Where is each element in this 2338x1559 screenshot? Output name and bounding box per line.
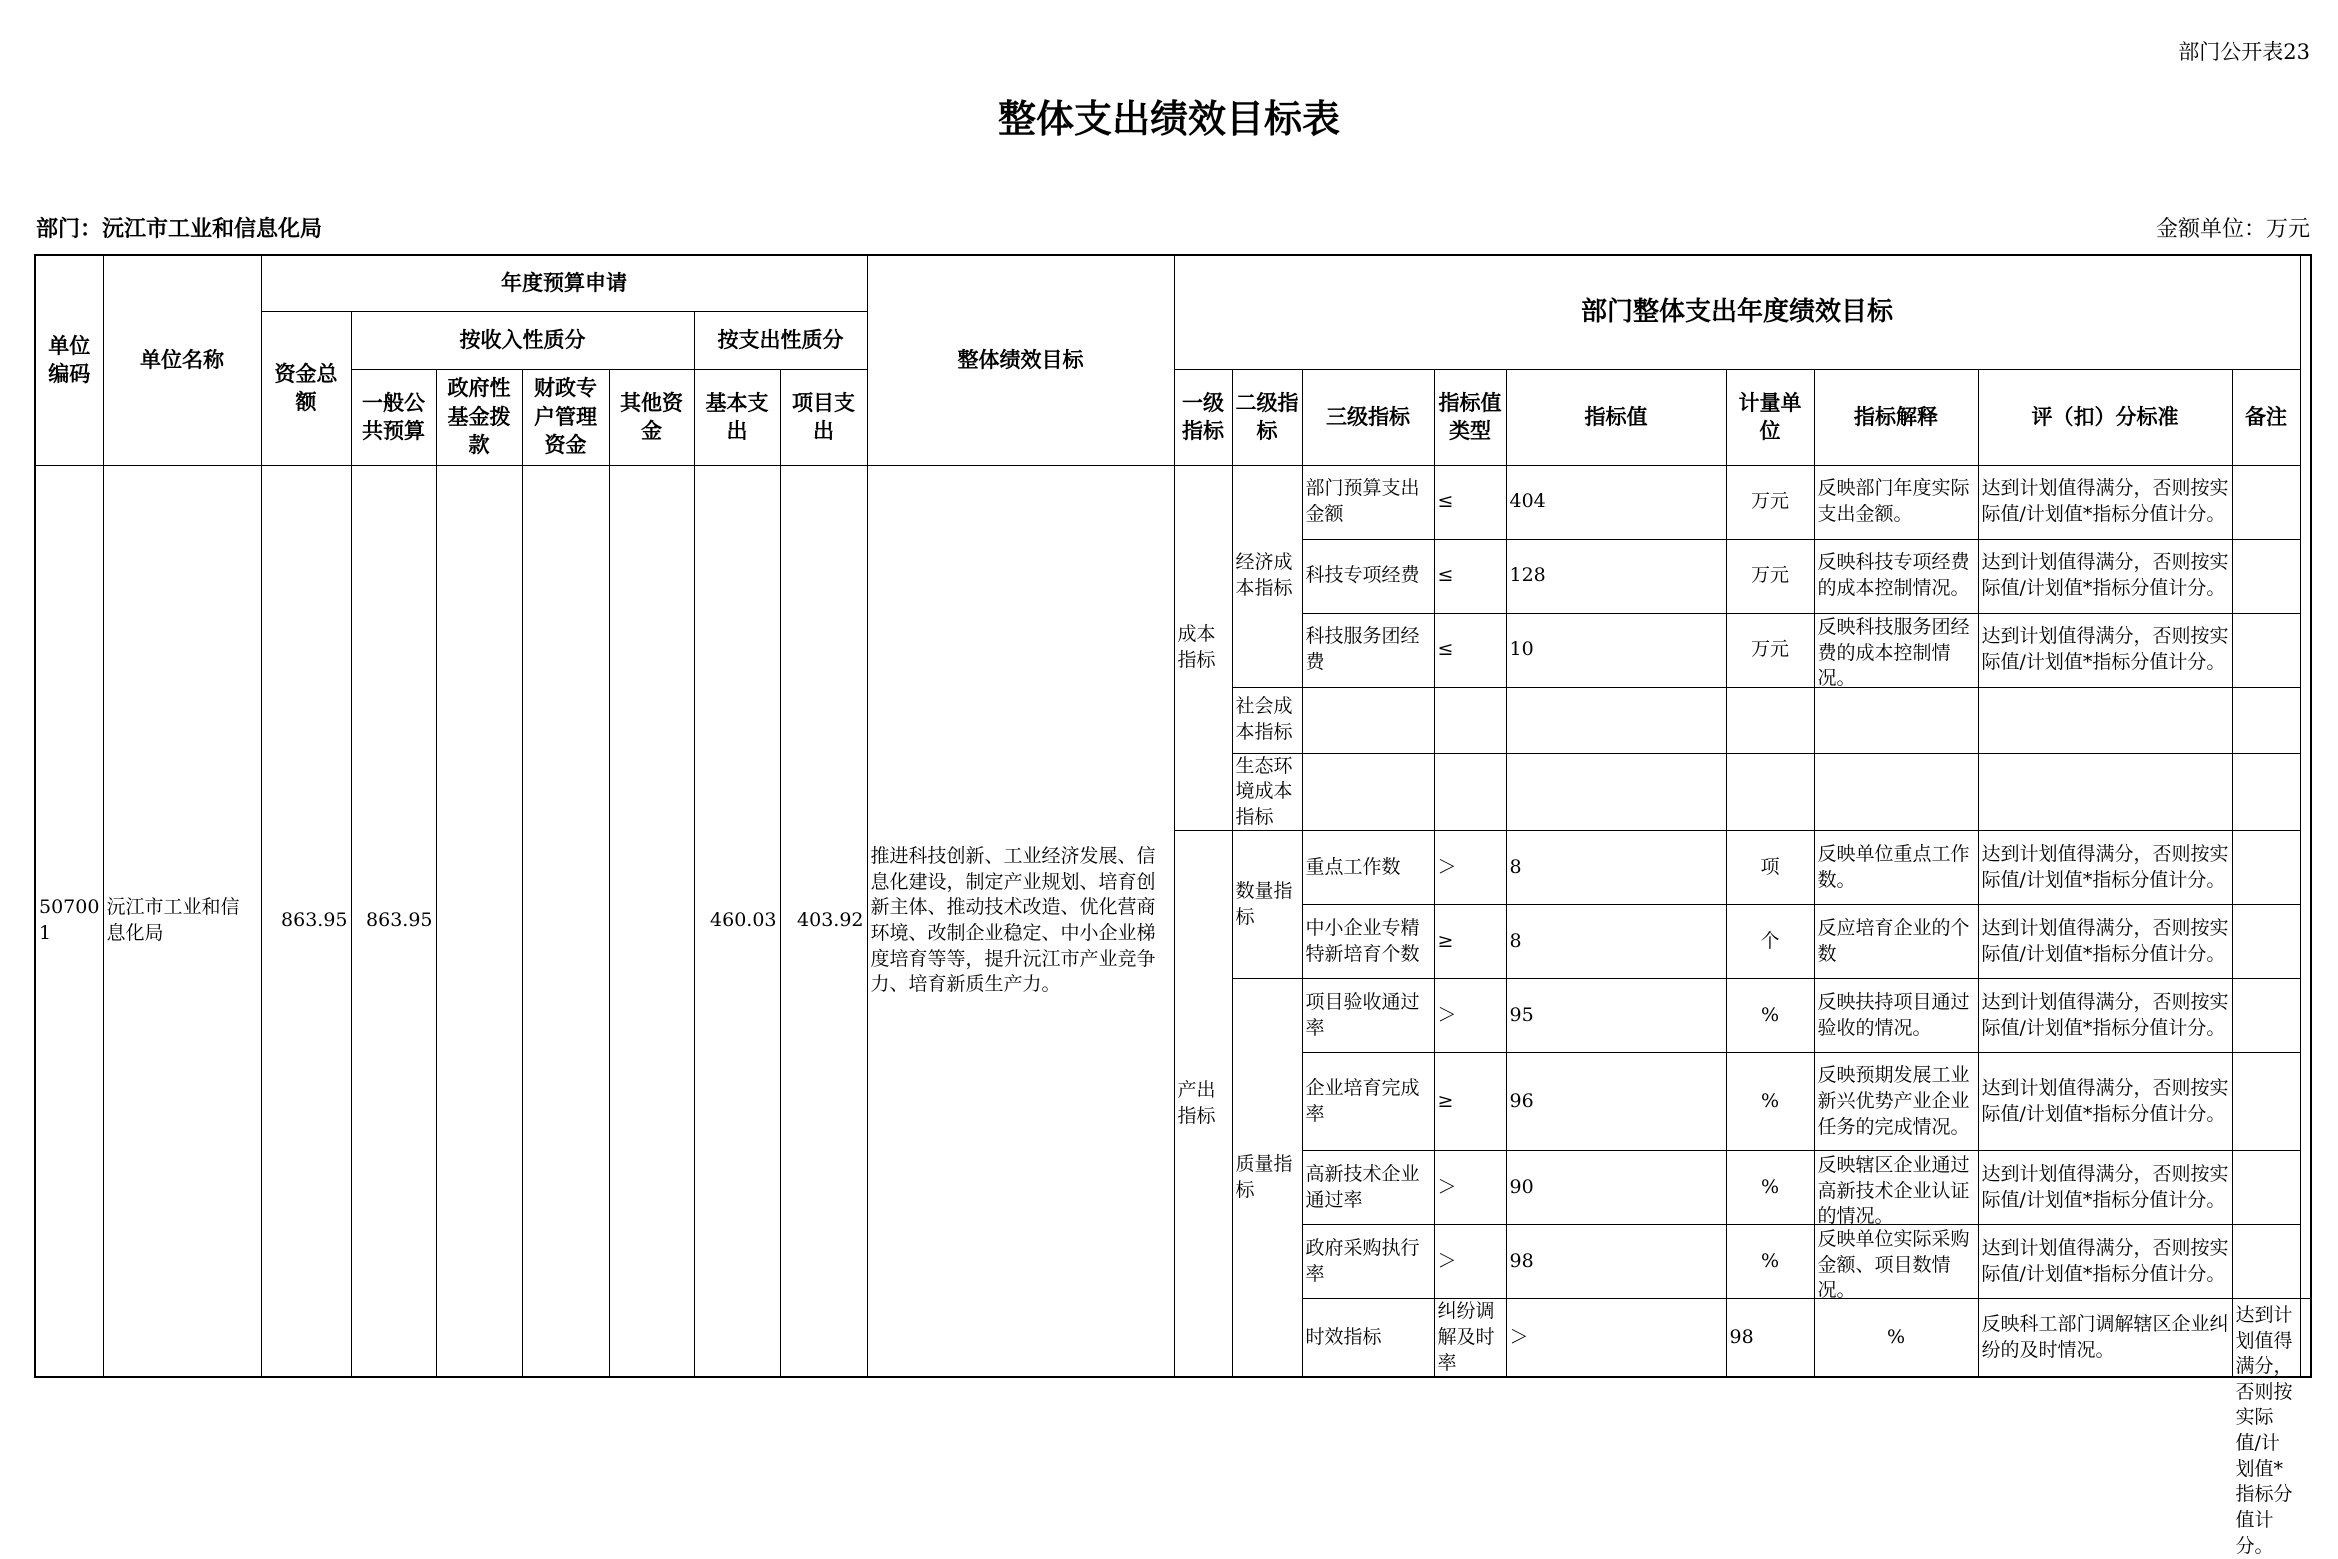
- row-l3: 科技专项经费: [1302, 539, 1434, 613]
- row-l3: 中小企业专精特新培育个数: [1302, 905, 1434, 979]
- row-l3: 高新技术企业通过率: [1302, 1151, 1434, 1225]
- row-remark: [2232, 1053, 2300, 1151]
- header-special-fund: 财政专户管理资金: [522, 369, 609, 465]
- row-unit: 万元: [1726, 465, 1814, 539]
- row-type: ≤: [1434, 465, 1506, 539]
- row-type: ＞: [1434, 979, 1506, 1053]
- header-remark: 备注: [2232, 369, 2300, 465]
- row-remark: [2232, 831, 2300, 905]
- header-overall-goal: 整体绩效目标: [867, 255, 1174, 465]
- row-explain: 反映部门年度实际支出金额。: [1814, 465, 1978, 539]
- header-level1: 一级指标: [1174, 369, 1232, 465]
- level2-eco-env: 生态环境成本指标: [1232, 753, 1302, 831]
- row-unit: %: [1814, 1299, 1978, 1377]
- row-type: ＞: [1434, 831, 1506, 905]
- header-explain: 指标解释: [1814, 369, 1978, 465]
- header-measure-unit: 计量单位: [1726, 369, 1814, 465]
- row-type: ≥: [1434, 1053, 1506, 1151]
- row-value: 10: [1506, 613, 1726, 687]
- row-explain: 反映辖区企业通过高新技术企业认证的情况。: [1814, 1151, 1978, 1225]
- row-explain: 反应培育企业的个数: [1814, 905, 1978, 979]
- header-unit-name: 单位名称: [103, 255, 261, 465]
- row-type: ≥: [1434, 905, 1506, 979]
- row-l3: 部门预算支出金额: [1302, 465, 1434, 539]
- row-score: 达到计划值得满分，否则按实际值/计划值*指标分值计分。: [1978, 1151, 2232, 1225]
- unit-other-fund: [609, 465, 694, 1377]
- row-type: ≤: [1434, 539, 1506, 613]
- row-score: 达到计划值得满分，否则按实际值/计划值*指标分值计分。: [1978, 465, 2232, 539]
- header-value-type: 指标值类型: [1434, 369, 1506, 465]
- unit-name: 沅江市工业和信息化局: [103, 465, 261, 1377]
- row-value: 404: [1506, 465, 1726, 539]
- row-remark: [2232, 613, 2300, 687]
- level1-output: 产出指标: [1174, 831, 1232, 1377]
- row-remark: [2232, 1151, 2300, 1225]
- row-value: 98: [1726, 1299, 1814, 1377]
- level2-social: 社会成本指标: [1232, 687, 1302, 753]
- row-l3: 纠纷调解及时率: [1434, 1299, 1506, 1377]
- header-gov-fund: 政府性基金拨款: [436, 369, 522, 465]
- row-score: 达到计划值得满分，否则按实际值/计划值*指标分值计分。: [2232, 1299, 2300, 1377]
- page-title: 整体支出绩效目标表: [997, 97, 1340, 141]
- row-unit: 个: [1726, 905, 1814, 979]
- row-score: 达到计划值得满分，否则按实际值/计划值*指标分值计分。: [1978, 1225, 2232, 1299]
- page-code: 部门公开表23: [2178, 40, 2310, 64]
- header-project-expense: 项目支出: [780, 369, 867, 465]
- header-level2: 二级指标: [1232, 369, 1302, 465]
- row-unit: %: [1726, 1225, 1814, 1299]
- header-by-expense: 按支出性质分: [694, 311, 867, 369]
- row-type: ＞: [1434, 1151, 1506, 1225]
- row-l3: 项目验收通过率: [1302, 979, 1434, 1053]
- row-type: ＞: [1434, 1225, 1506, 1299]
- unit-code: 507001: [35, 465, 103, 1377]
- level2-quality: 质量指标: [1232, 979, 1302, 1377]
- row-value: 95: [1506, 979, 1726, 1053]
- level1-cost: 成本指标: [1174, 465, 1232, 831]
- row-unit: %: [1726, 1151, 1814, 1225]
- header-total: 资金总额: [261, 311, 351, 465]
- row-remark: [2300, 1299, 2311, 1377]
- row-remark: [2232, 539, 2300, 613]
- performance-table: [34, 254, 2312, 1557]
- level2-economic: 经济成本指标: [1232, 465, 1302, 687]
- row-remark: [2232, 905, 2300, 979]
- row-unit: 万元: [1726, 539, 1814, 613]
- row-l3: 科技服务团经费: [1302, 613, 1434, 687]
- money-unit-label: 金额单位：万元: [2155, 217, 2310, 242]
- unit-project-expense: 403.92: [780, 465, 867, 1377]
- row-unit: %: [1726, 1053, 1814, 1151]
- header-level3: 三级指标: [1302, 369, 1434, 465]
- header-dept-goal: 部门整体支出年度绩效目标: [1174, 255, 2300, 369]
- unit-general-budget: 863.95: [351, 465, 436, 1377]
- row-value: 98: [1506, 1225, 1726, 1299]
- row-l3: 重点工作数: [1302, 831, 1434, 905]
- row-remark: [2232, 465, 2300, 539]
- unit-total: 863.95: [261, 465, 351, 1377]
- header-basic-expense: 基本支出: [694, 369, 780, 465]
- unit-special-fund: [522, 465, 609, 1377]
- header-scoring: 评（扣）分标准: [1978, 369, 2232, 465]
- header-value: 指标值: [1506, 369, 1726, 465]
- level2-timeliness: 时效指标: [1302, 1299, 1434, 1377]
- row-explain: 反映扶持项目通过验收的情况。: [1814, 979, 1978, 1053]
- row-score: 达到计划值得满分，否则按实际值/计划值*指标分值计分。: [1978, 831, 2232, 905]
- header-general-budget: 一般公共预算: [351, 369, 436, 465]
- row-score: 达到计划值得满分，否则按实际值/计划值*指标分值计分。: [1978, 979, 2232, 1053]
- row-score: 达到计划值得满分，否则按实际值/计划值*指标分值计分。: [1978, 1053, 2232, 1151]
- row-value: 96: [1506, 1053, 1726, 1151]
- row-explain: 反映科工部门调解辖区企业纠纷的及时情况。: [1978, 1299, 2232, 1377]
- row-type: ≤: [1434, 613, 1506, 687]
- header-other-fund: 其他资金: [609, 369, 694, 465]
- row-value: 8: [1506, 831, 1726, 905]
- row-remark: [2232, 979, 2300, 1053]
- row-score: 达到计划值得满分，否则按实际值/计划值*指标分值计分。: [1978, 905, 2232, 979]
- unit-gov-fund: [436, 465, 522, 1377]
- row-unit: 项: [1726, 831, 1814, 905]
- header-annual-budget: 年度预算申请: [261, 255, 867, 311]
- row-explain: 反映科技服务团经费的成本控制情况。: [1814, 613, 1978, 687]
- row-l3: 政府采购执行率: [1302, 1225, 1434, 1299]
- unit-goal: 推进科技创新、工业经济发展、信息化建设，制定产业规划、培育创新主体、推动技术改造、优化营商环境、改制企业稳定、中小企业梯度培育等等，提升沅江市产业竞争力、培育新质生产力。: [867, 465, 1174, 1377]
- header-unit-code: 单位编码: [35, 255, 103, 465]
- header-by-income: 按收入性质分: [351, 311, 694, 369]
- unit-basic-expense: 460.03: [694, 465, 780, 1377]
- row-value: 8: [1506, 905, 1726, 979]
- row-explain: 反映单位重点工作数。: [1814, 831, 1978, 905]
- department-label: 部门：沅江市工业和信息化局: [36, 217, 323, 242]
- row-unit: %: [1726, 979, 1814, 1053]
- row-l3: 企业培育完成率: [1302, 1053, 1434, 1151]
- row-unit: 万元: [1726, 613, 1814, 687]
- row-explain: 反映科技专项经费的成本控制情况。: [1814, 539, 1978, 613]
- row-value: 128: [1506, 539, 1726, 613]
- row-score: 达到计划值得满分，否则按实际值/计划值*指标分值计分。: [1978, 613, 2232, 687]
- row-explain: 反映单位实际采购金额、项目数情况。: [1814, 1225, 1978, 1299]
- row-remark: [2232, 1225, 2300, 1299]
- level2-quantity: 数量指标: [1232, 831, 1302, 979]
- row-value: 90: [1506, 1151, 1726, 1225]
- row-explain: 反映预期发展工业新兴优势产业企业任务的完成情况。: [1814, 1053, 1978, 1151]
- row-score: 达到计划值得满分，否则按实际值/计划值*指标分值计分。: [1978, 539, 2232, 613]
- row-type: ＞: [1506, 1299, 1726, 1377]
